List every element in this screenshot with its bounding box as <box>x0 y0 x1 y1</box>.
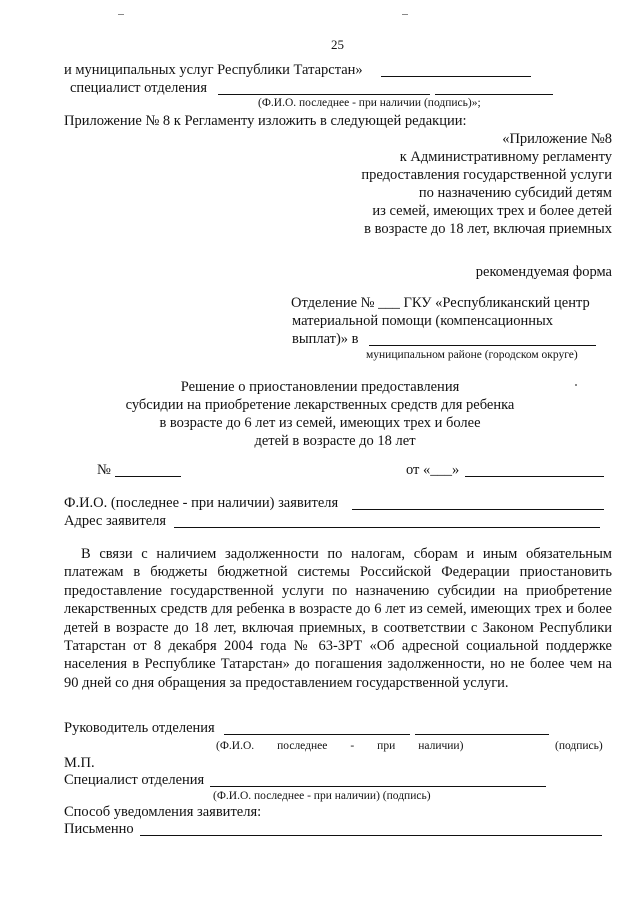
date-line <box>465 476 604 477</box>
applicant-name-line <box>352 509 604 510</box>
scan-speck <box>402 14 408 15</box>
appendix-line-6: в возрасте до 18 лет, включая приемных <box>364 221 612 237</box>
title-line-4: детей в возрасте до 18 лет <box>254 433 416 449</box>
applicant-address-line <box>174 527 600 528</box>
scan-speck <box>118 14 124 15</box>
appendix-line-2: к Административному регламенту <box>399 149 612 165</box>
district-caption: муниципальном районе (городском округе) <box>366 349 578 361</box>
page-number: 25 <box>331 37 344 52</box>
head-label: Руководитель отделения <box>64 720 215 736</box>
appendix-line-1: «Приложение №8 <box>502 131 612 147</box>
date-label: от «___» <box>406 462 460 478</box>
fio-caption: (Ф.И.О. последнее - при наличии (подпись)»; <box>258 97 481 109</box>
appendix-line-4: по назначению субсидий детям <box>418 185 612 201</box>
sign-line <box>435 94 553 95</box>
number-label: № <box>97 462 111 478</box>
specialist-label: Специалист отделения <box>64 772 205 788</box>
head-sign-caption: (подпись) <box>555 740 603 752</box>
fio-line <box>218 94 430 95</box>
specialist-line <box>210 786 546 787</box>
title-line-2: субсидии на приобретение лекарственных средств для ребенка <box>125 397 515 413</box>
decision-text: В связи с наличием задолженности по налогам, сборам и иным обязательным платежам в бюджеты бюджетной системы Российской Федерации приостановить предоставление государственной услуги по назначению субсидии на приобретение лекарственных средств для ребенка в возрасте до 6 лет из семей, имеющих трех и более детей в возрасте до 18 лет, включая приемных, в соответствии с Законом Республики Татарстан от 8 декабря 2004 года № 63-ЗРТ «Об адресной социальной поддержке населения в Республике Татарстан» до погашения задолженности, но не более чем на 90 дней со дня обращения за предоставлением государственной услуги. <box>64 546 612 691</box>
signature-line <box>381 76 531 77</box>
title-line-1: Решение о приостановлении предоставления <box>180 379 460 395</box>
district-line <box>369 345 596 346</box>
notify-label: Способ уведомления заявителя: <box>64 804 262 820</box>
scan-speck <box>575 384 577 386</box>
appendix-line-3: предоставления государственной услуги <box>361 167 612 183</box>
written-label: Письменно <box>64 821 134 837</box>
appendix-line-5: из семей, имеющих трех и более детей <box>372 203 612 219</box>
amendment-line: Приложение № 8 к Регламенту изложить в следующей редакции: <box>64 113 467 129</box>
head-fio-caption: (Ф.И.О. последнее - при наличии) <box>216 740 464 752</box>
continuation-line: и муниципальных услуг Республики Татарстан» <box>64 62 363 78</box>
specialist-caption: (Ф.И.О. последнее - при наличии) (подпись) <box>213 790 431 802</box>
head-fio-line <box>224 734 410 735</box>
applicant-address-label: Адрес заявителя <box>64 513 167 529</box>
head-sign-line <box>415 734 549 735</box>
applicant-name-label: Ф.И.О. (последнее - при наличии) заявителя <box>64 495 339 511</box>
department-line-2: материальной помощи (компенсационных <box>292 313 554 329</box>
title-line-3: в возрасте до 6 лет из семей, имеющих трех и более <box>159 415 481 431</box>
number-line <box>115 476 181 477</box>
department-line-3: выплат)» в <box>292 331 359 347</box>
stamp-label: М.П. <box>64 755 95 771</box>
specialist-line: специалист отделения <box>70 80 207 96</box>
recommended-form: рекомендуемая форма <box>475 264 612 280</box>
written-line <box>140 835 602 836</box>
department-line-1: Отделение № ___ ГКУ «Республиканский центр <box>291 295 590 311</box>
